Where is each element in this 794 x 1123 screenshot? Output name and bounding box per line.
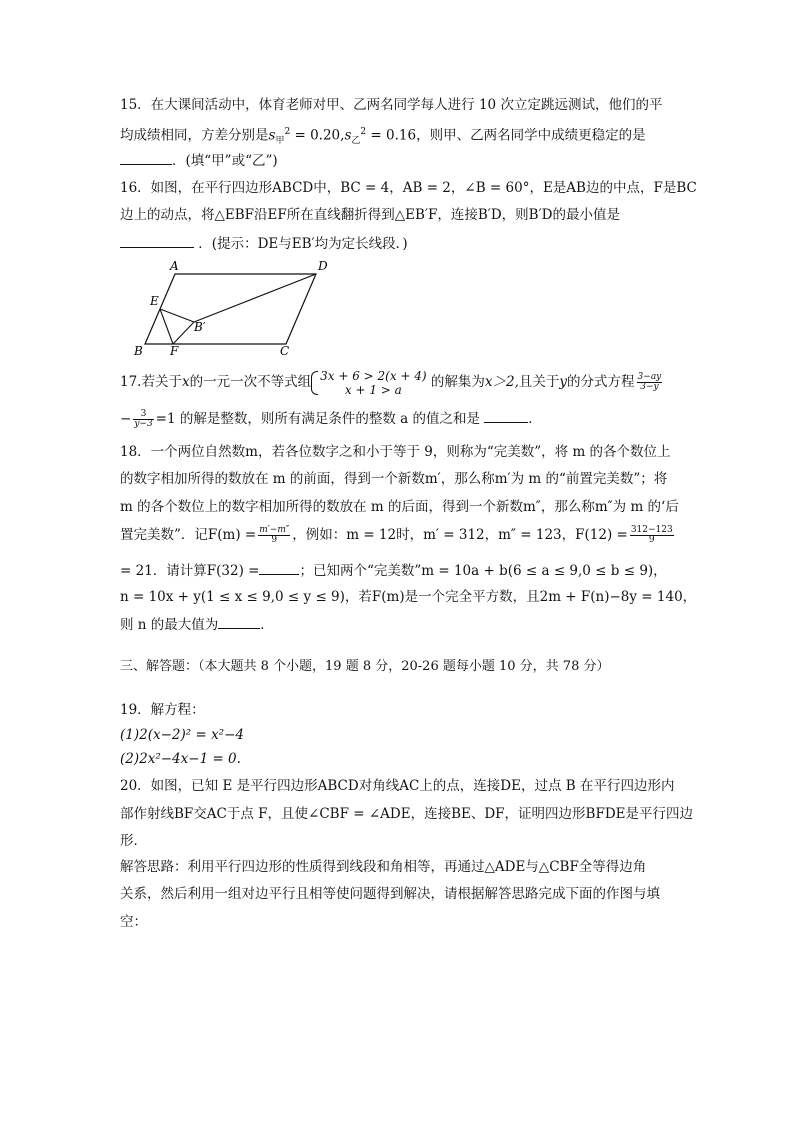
q16-line3 <box>120 233 408 254</box>
q20-line5: 关系，然后利用一组对边平行且相等使问题得到解决，请根据解答思路完成下面的作图与填 <box>120 886 660 902</box>
q17-cond: x＞2, <box>484 374 519 390</box>
q15-eq1: = 0.20, <box>294 127 345 144</box>
q17-f2-den: y−3 <box>134 419 153 429</box>
label-f: F <box>170 344 179 358</box>
q18-line4 <box>120 525 676 545</box>
q18-line5-a: = 21．请计算F(32) = <box>120 563 260 579</box>
q16-line3-text: ．(提示：DE与EB′均为定长线段．) <box>198 236 408 252</box>
q18-line4-a: 置完美数”．记F(m) = <box>120 527 257 543</box>
segment-ef <box>160 309 173 344</box>
q15-line3 <box>120 150 278 171</box>
q15-yi-sub: 乙 <box>351 136 361 147</box>
q19-eq2: (2)2x²−4x−1 = 0. <box>120 751 241 767</box>
q17-f1-num: 3−ay <box>637 372 662 382</box>
q18-line5-b: ；已知两个“完美数”m = 10a + b(6 ≤ a ≤ 9,0 ≤ b ≤ 9)， <box>299 563 667 579</box>
q18-line2: 的数字相加所得的数放在 m 的前面，得到一个新数m′，那么称m′为 m 的“前置完美数”；将 <box>120 471 668 487</box>
q17-answer-blank[interactable] <box>484 408 528 423</box>
section3-title: 三、解答题：（本大题共 8 个小题，19 题 8 分，20-26 题每小题 10 分，共 78 分） <box>120 659 610 674</box>
q18-line6: n = 10x + y(1 ≤ x ≤ 9,0 ≤ y ≤ 9)，若F(m)是一个完全平方数，且2m + F(n)−8y = 140， <box>120 589 697 605</box>
q19-eq1: (1)2(x−2)² = x²−4 <box>120 727 244 743</box>
q18-fm-den: 9 <box>271 535 278 545</box>
q20-line2: 部作射线BF交AC于点 F，且使∠CBF = ∠ADE，连接BE、DF，证明四边形BFDE是平行四边 <box>120 806 694 822</box>
q18-line3: m 的各个数位上的数字相加所得的数放在 m 的后面，得到一个新数m″，那么称m″为 m 的‘后 <box>120 499 679 515</box>
q17-fraction2 <box>133 410 153 429</box>
q17-line1 <box>120 368 664 397</box>
q18-f12-num: 312−123 <box>630 525 673 535</box>
q17-fraction1 <box>637 373 663 392</box>
q16-answer-blank[interactable] <box>120 233 194 248</box>
q15-line2-a: 均成绩相同，方差分别是 <box>120 127 269 144</box>
q20-line1: 20．如图，已知 E 是平行四边形ABCD对角线AC上的点，连接DE，过点 B 在平行四边形内 <box>120 778 675 794</box>
segment-fb-prime <box>173 322 194 344</box>
label-e: E <box>150 294 159 308</box>
q15-line2: 均成绩相同，方差分别是$s_甲^2 = 0.20,s_乙^2 = 0.16$，则甲、乙两名同学中成绩更稳定的是 <box>120 127 646 147</box>
q17-d: 且关于 <box>518 374 560 390</box>
q17-b: 的一元一次不等式组 <box>189 374 312 390</box>
q17-end: ． <box>528 411 542 427</box>
q17-ineq1: 3x + 6 > 2(x + 4) <box>320 368 427 383</box>
q15-jia-sub: 甲 <box>275 136 285 147</box>
q17-e: 的分式方程 <box>567 374 635 390</box>
q18-blank-f32[interactable] <box>259 560 299 575</box>
label-c: C <box>280 344 290 358</box>
q18-line7-b: ． <box>260 617 274 633</box>
q18-blank-n-max[interactable] <box>218 614 260 629</box>
q18-f12-den: 9 <box>648 535 655 545</box>
q17-g: =1 的解是整数，则所有满足条件的整数 a 的值之和是 <box>155 411 480 427</box>
label-b: B <box>134 344 143 358</box>
q17-a: 17.若关于 <box>120 374 182 390</box>
q18-fm-num: m′−m″ <box>259 525 290 535</box>
q17-f2-num: 3 <box>133 410 153 420</box>
q17-f1-den: 3−y <box>640 382 659 392</box>
q17-line2 <box>120 408 542 429</box>
label-b-prime: B′ <box>194 320 206 334</box>
q20-line3: 形． <box>120 833 147 849</box>
q18-fm-fraction <box>258 526 290 545</box>
q15-line1: 15．在大课间活动中，体育老师对甲、乙两名同学每人进行 10 次立定跳远测试，他们的平 <box>120 97 663 113</box>
q18-line5 <box>120 560 667 581</box>
q16-line1: 16．如图，在平行四边形ABCD中，BC = 4，AB = 2，∠B = 60°，E是AB边的中点，F是BC <box>120 180 697 196</box>
q20-line4: 解答思路：利用平行四边形的性质得到线段和角相等，再通过△ADE与△CBF全等得边角 <box>120 859 647 875</box>
q15-answer-blank[interactable] <box>120 150 172 165</box>
segment-b-prime-d <box>194 274 316 322</box>
q17-ineq2: x + 1 > a <box>344 382 402 397</box>
q18-line4-b: ，例如：m = 12时，m′ = 312，m″ = 123，F(12) = <box>292 527 628 543</box>
q20-line6: 空： <box>120 914 147 930</box>
q16-line2: 边上的动点，将△EBF沿EF所在直线翻折得到△EB′F，连接B′D，则B′D的最小值是 <box>120 207 620 223</box>
q18-line7-a: 则 n 的最大值为 <box>120 617 219 633</box>
q15-eq2: = 0.16 <box>370 127 417 144</box>
q17-c: 的解集为 <box>430 374 485 390</box>
q15-line2-b: ，则甲、乙两名同学中成绩更稳定的是 <box>416 127 646 144</box>
q17-x: x <box>181 374 190 390</box>
label-a: A <box>170 259 179 273</box>
segment-eb-prime <box>160 309 194 322</box>
q17-inequality-system <box>311 369 427 397</box>
q16-parallelogram-figure <box>128 258 348 360</box>
q18-line7 <box>120 614 274 635</box>
q17-minus: − <box>120 411 132 427</box>
q15-s-jia: s <box>268 127 276 144</box>
q15-line3-text: ．(填“甲”或“乙”) <box>172 153 278 169</box>
q19-title: 19．解方程： <box>120 702 205 718</box>
q17-y: y <box>559 374 568 390</box>
q15-s-yi: s <box>344 127 352 144</box>
q18-f12-fraction <box>630 526 674 545</box>
label-d: D <box>318 259 328 273</box>
q18-line1: 18．一个两位自然数m，若各位数字之和小于等于 9，则称为“完美数”，将 m 的各个数位上 <box>120 444 671 460</box>
